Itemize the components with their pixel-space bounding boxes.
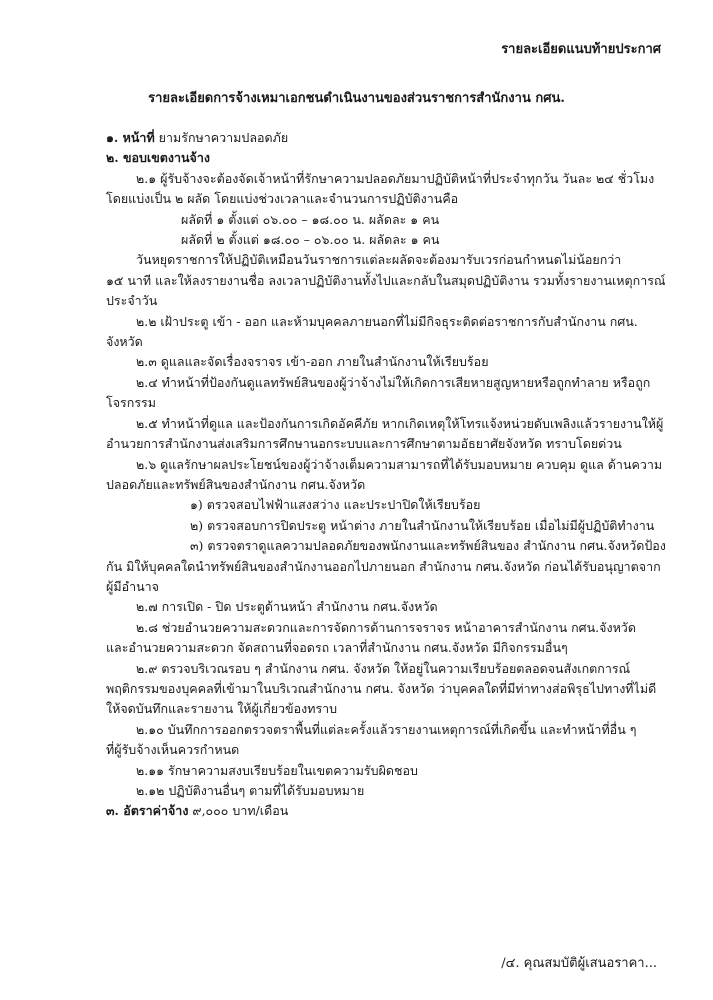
paragraph-line: ๒.๒ เฝ้าประตู เข้า - ออก และห้ามบุคคลภายนอกที่ไม่มีกิจธุระติดต่อราชการกับสำนักงาน กศน. <box>136 313 638 329</box>
section-3-text: ๙,๐๐๐ บาท/เดือน <box>188 803 289 819</box>
sub-item-line: ๒) ตรวจสอบการปิดประตู หน้าต่าง ภายในสำนักงานให้เรียบร้อย เมื่อไม่มีผู้ปฏิบัติทำงาน <box>190 517 655 533</box>
continued-footer: /๔. คุณสมบัติผู้เสนอราคา... <box>501 956 657 971</box>
shift-line: ผลัดที่ ๑ ตั้งแต่ ๐๖.๐๐ – ๑๘.๐๐ น. ผลัดละ ๑ คน <box>181 211 440 227</box>
paragraph-line: ปลอดภัยและทรัพย์สินของสำนักงาน กศน.จังหวัด <box>106 476 366 492</box>
paragraph-line: ๒.๑๒ ปฏิบัติงานอื่นๆ ตามที่ได้รับมอบหมาย <box>136 783 365 798</box>
paragraph-line: ๒.๕ ทำหน้าที่ดูแล และป้องกันการเกิดอัคคีภัย หากเกิดเหตุให้โทรแจ้งหน่วยดับเพลิงแล้วรายงานให้ผู้ <box>136 415 664 431</box>
sub-item-line: ๓) ตรวจตราดูแลความปลอดภัยของพนักงานและทรัพย์สินของ สำนักงาน กศน.จังหวัดป้อง <box>190 538 666 554</box>
paragraph-line: ๒.๓ ดูแลและจัดเรื่องจราจร เข้า-ออก ภายในสำนักงานให้เรียบร้อย <box>136 354 489 370</box>
paragraph-line: ๒.๔ ทำหน้าที่ป้องกันดูแลทรัพย์สินของผู้ว่าจ้างไม่ให้เกิดการเสียหายสูญหายหรือถูกทำลาย หรือถูก <box>136 374 651 390</box>
paragraph-line: ๒.๙ ตรวจบริเวณรอบ ๆ สำนักงาน กศน. จังหวัด ให้อยู่ในความเรียบร้อยตลอดจนสังเกตการณ์ <box>136 660 631 676</box>
paragraph-line: พฤติกรรมของบุคคลที่เข้ามาในบริเวณสำนักงาน กศน. จังหวัด ว่าบุคคลใดที่มีท่าทางส่อพิรุธไปทางที่ไม่ดี <box>106 680 657 696</box>
section-3-label: ๓. อัตราค่าจ้าง <box>106 803 189 819</box>
paragraph-line: โจรกรรม <box>106 395 156 411</box>
paragraph-line: ๒.๑๐ บันทึกการออกตรวจตราพื้นที่แต่ละครั้งแล้วรายงานเหตุการณ์ที่เกิดขึ้น และทำหน้าที่อื่น ๆ <box>136 721 637 737</box>
attachment-header: รายละเอียดแนบท้ายประกาศ <box>501 42 661 57</box>
section-1-label: ๑. หน้าที่ <box>106 130 155 145</box>
paragraph-line: วันหยุดราชการให้ปฏิบัติเหมือนวันราชการแต่ละผลัดจะต้องมารับเวรก่อนกำหนดไม่น้อยกว่า <box>136 252 622 268</box>
paragraph-line: กัน มิให้บุคคลใดนำทรัพย์สินของสำนักงานออกไปภายนอก สำนักงาน กศน.จังหวัด ก่อนได้รับอนุญาตจาก <box>106 558 661 574</box>
paragraph-line: ประจำวัน <box>106 293 158 309</box>
paragraph-line: โดยแบ่งเป็น ๒ ผลัด โดยแบ่งช่วงเวลาและจำนวนการปฏิบัติงานคือ <box>106 191 459 207</box>
section-3 <box>106 801 666 821</box>
paragraph-line: อำนวยการสำนักงานส่งเสริมการศึกษานอกระบบและการศึกษาตามอัธยาศัยจังหวัด ทราบโดยด่วน <box>106 436 622 452</box>
section-2-heading: ๒. ขอบเขตงานจ้าง <box>106 150 210 166</box>
document-title: รายละเอียดการจ้างเหมาเอกชนดำเนินงานของส่วนราชการสำนักงาน กศน. <box>148 91 565 106</box>
section-1 <box>106 128 666 148</box>
paragraph-line: ๒.๖ ดูแลรักษาผลประโยชน์ของผู้ว่าจ้างเต็มความสามารถที่ได้รับมอบหมาย ควบคุม ดูแล ด้านความ <box>136 456 663 472</box>
paragraph-line: และอำนวยความสะดวก จัดสถานที่จอดรถ เวลาที่สำนักงาน กศน.จังหวัด มีกิจกรรมอื่นๆ <box>106 640 568 656</box>
paragraph-line: ที่ผู้รับจ้างเห็นควรกำหนด <box>106 742 240 758</box>
paragraph-line: ให้จดบันทึกและรายงาน ให้ผู้เกี่ยวข้องทราบ <box>106 701 338 717</box>
paragraph-line: จังหวัด <box>106 334 143 350</box>
paragraph-line: ๒.๗ การเปิด - ปิด ประตูด้านหน้า สำนักงาน กศน.จังหวัด <box>136 599 438 615</box>
shift-line: ผลัดที่ ๒ ตั้งแต่ ๑๘.๐๐ – ๐๖.๐๐ น. ผลัดละ ๑ คน <box>181 232 440 248</box>
paragraph-line: ๒.๑๑ รักษาความสงบเรียบร้อยในเขตความรับผิดชอบ <box>136 762 418 778</box>
paragraph-line: ๑๕ นาที และให้ลงรายงานชื่อ ลงเวลาปฏิบัติงานทั้งไปและกลับในสมุดปฏิบัติงาน รวมทั้งรายงานเหตุการณ์ <box>106 272 666 288</box>
paragraph-line: ผู้มีอำนาจ <box>106 578 159 594</box>
section-1-text: ยามรักษาความปลอดภัย <box>154 130 289 145</box>
document-body <box>106 128 666 822</box>
paragraph-line: ๒.๑ ผู้รับจ้างจะต้องจัดเจ้าหน้าที่รักษาความปลอดภัยมาปฏิบัติหน้าที่ประจำทุกวัน วันละ ๒๔ ชั่วโมง <box>136 170 655 186</box>
sub-item-line: ๑) ตรวจสอบไฟฟ้าแสงสว่าง และประปาปิดให้เรียบร้อย <box>190 497 481 513</box>
paragraph-line: ๒.๘ ช่วยอำนวยความสะดวกและการจัดการด้านการจราจร หน้าอาคารสำนักงาน กศน.จังหวัด <box>136 619 636 635</box>
